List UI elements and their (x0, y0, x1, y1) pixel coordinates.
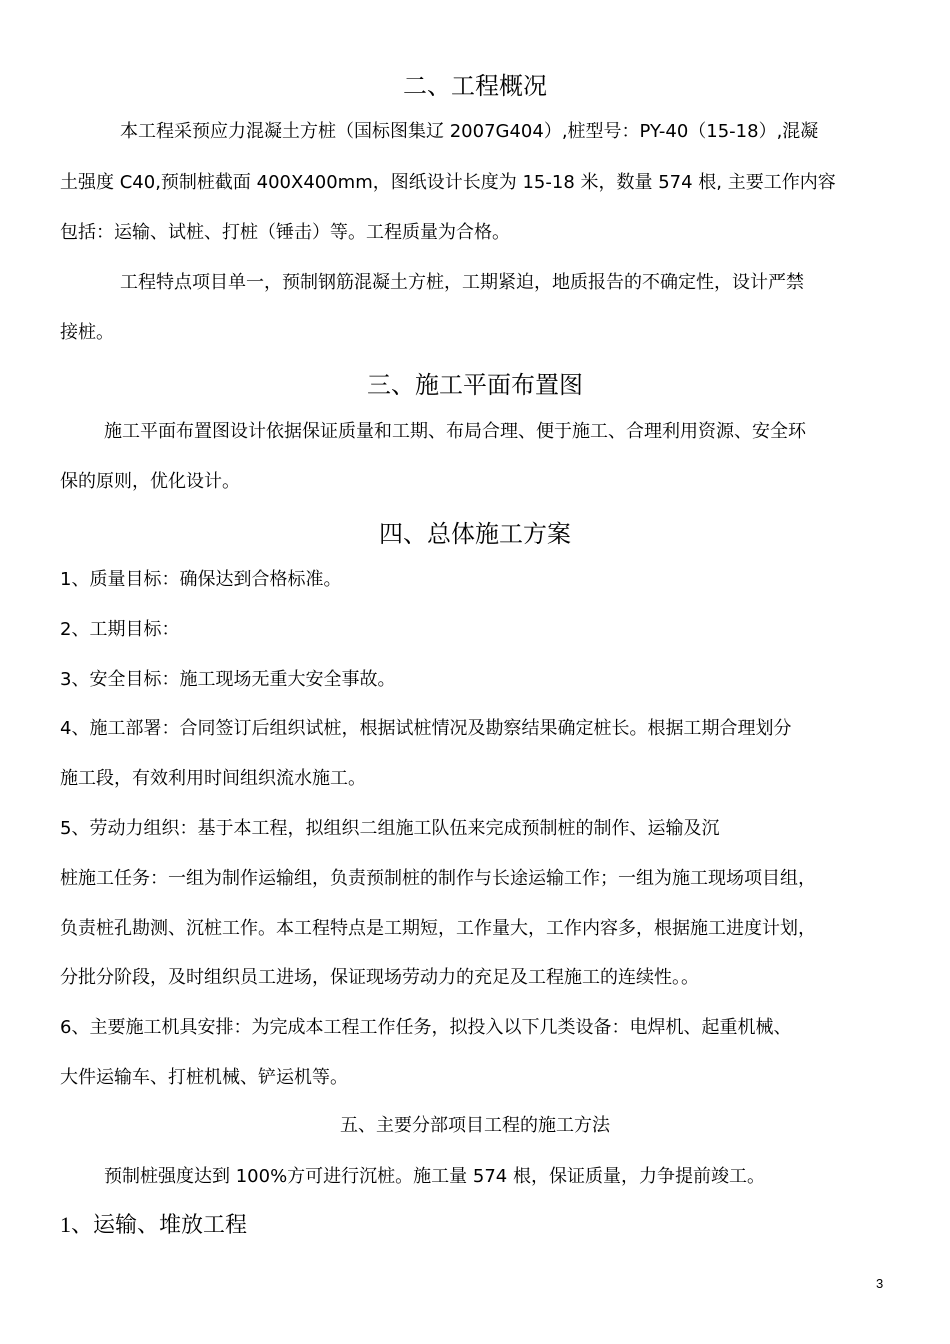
section-heading-general-plan: 四、总体施工方案 (379, 520, 571, 548)
list-item: 1、质量目标：确保达到合格标准。 (60, 569, 342, 590)
paragraph-line: 大件运输车、打桩机械、铲运机等。 (60, 1067, 348, 1088)
paragraph-line: 土强度 C40,预制桩截面 400X400mm，图纸设计长度为 15-18 米，数量 574 根, 主要工作内容 (60, 172, 836, 193)
list-item: 2、工期目标： (60, 619, 180, 640)
list-item: 6、主要施工机具安排：为完成本工程工作任务，拟投入以下几类设备：电焊机、起重机械、 (60, 1017, 792, 1038)
paragraph-line: 接桩。 (60, 322, 114, 343)
paragraph-line: 本工程采预应力混凝土方桩（国标图集辽 2007G404）,桩型号：PY-40（15-18）,混凝 (120, 121, 819, 142)
paragraph-line: 分批分阶段，及时组织员工进场，保证现场劳动力的充足及工程施工的连续性。。 (60, 967, 699, 988)
subsection-heading-transport: 1、运输、堆放工程 (60, 1212, 248, 1237)
paragraph-line: 包括：运输、试桩、打桩（锤击）等。工程质量为合格。 (60, 222, 510, 243)
paragraph-line: 桩施工任务：一组为制作运输组，负责预制桩的制作与长途运输工作；一组为施工现场项目组， (60, 868, 816, 889)
page-number: 3 (876, 1276, 884, 1291)
list-item: 5、劳动力组织：基于本工程，拟组织二组施工队伍来完成预制桩的制作、运输及沉 (60, 818, 720, 839)
paragraph-line: 施工段，有效利用时间组织流水施工。 (60, 768, 366, 789)
paragraph-line: 施工平面布置图设计依据保证质量和工期、布局合理、便于施工、合理利用资源、安全环 (104, 421, 806, 442)
list-item: 4、施工部署：合同签订后组织试桩，根据试桩情况及勘察结果确定桩长。根据工期合理划分 (60, 718, 792, 739)
list-item: 3、安全目标：施工现场无重大安全事故。 (60, 669, 396, 690)
paragraph-line: 工程特点项目单一，预制钢筋混凝土方桩，工期紧迫，地质报告的不确定性，设计严禁 (120, 272, 804, 293)
section-heading-site-layout: 三、施工平面布置图 (367, 371, 583, 399)
paragraph-line: 负责桩孔勘测、沉桩工作。本工程特点是工期短，工作量大，工作内容多，根据施工进度计划， (60, 918, 816, 939)
paragraph-line: 保的原则，优化设计。 (60, 471, 240, 492)
paragraph-line: 预制桩强度达到 100%方可进行沉桩。施工量 574 根，保证质量，力争提前竣工。 (104, 1166, 765, 1187)
section-heading-overview: 二、工程概况 (403, 72, 547, 100)
section-heading-construction-methods: 五、主要分部项目工程的施工方法 (340, 1115, 610, 1136)
